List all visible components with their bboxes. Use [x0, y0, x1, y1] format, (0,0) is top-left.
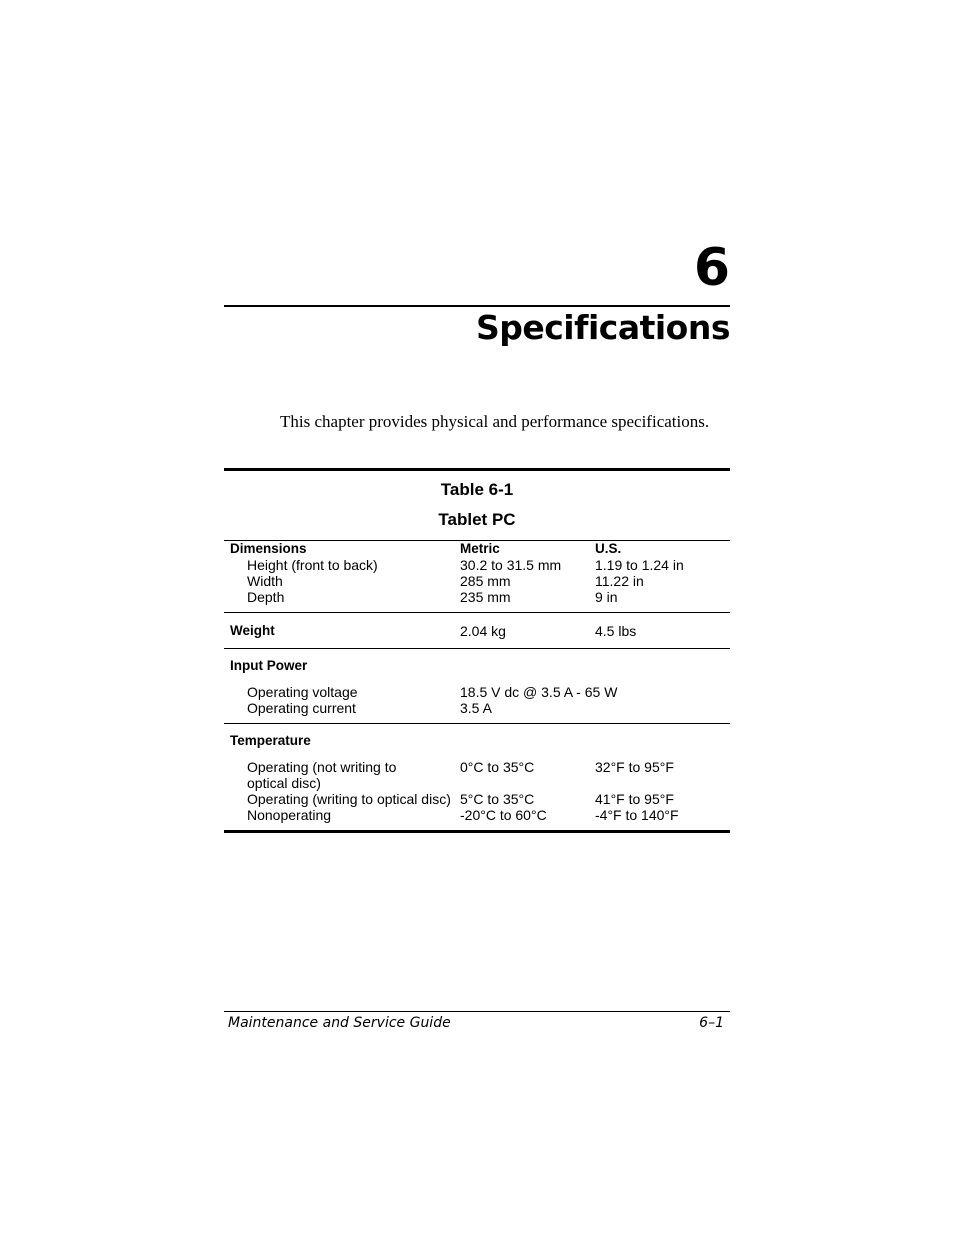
row-us: 1.19 to 1.24 in: [595, 557, 684, 573]
row-label: Nonoperating: [247, 807, 332, 823]
table-row: [224, 573, 730, 589]
group-heading: Input Power: [224, 649, 460, 685]
row-label: [224, 759, 460, 791]
spec-table-block: [224, 468, 730, 833]
row-metric: 18.5 V dc @ 3.5 A - 65 W: [460, 684, 618, 700]
row-metric: 0°C to 35°C: [460, 759, 535, 775]
table-row: [224, 759, 730, 791]
table-row: [224, 791, 730, 807]
intro-paragraph: This chapter provides physical and performance specifications.: [280, 412, 710, 431]
row-metric: 30.2 to 31.5 mm: [460, 557, 562, 573]
row-label: Depth: [247, 589, 285, 605]
chapter-number: 6: [693, 238, 730, 298]
group-header-input-power: [224, 649, 730, 685]
row-metric: 235 mm: [460, 589, 511, 605]
table-row: [224, 684, 730, 700]
column-header-us: U.S.: [595, 541, 730, 558]
group-header-dimensions: [224, 541, 730, 558]
row-metric: 3.5 A: [460, 700, 492, 716]
empty-cell: [595, 649, 730, 685]
row-label-line: optical disc): [247, 775, 321, 791]
row-us: 4.5 lbs: [595, 613, 730, 649]
row-us: 11.22 in: [595, 573, 644, 589]
row-us: -4°F to 140°F: [595, 807, 679, 823]
row-label: Operating current: [247, 700, 356, 716]
row-us: [595, 700, 730, 724]
column-header-metric: Metric: [460, 541, 595, 558]
table-row: [224, 700, 730, 724]
row-metric: 285 mm: [460, 573, 511, 589]
footer-page-number: 6–1: [699, 1015, 724, 1031]
empty-cell: [595, 724, 730, 760]
footer-rule: [224, 1011, 730, 1012]
spec-table: [224, 540, 730, 830]
row-label: Height (front to back): [247, 557, 378, 573]
row-label: Operating (writing to optical disc): [247, 791, 451, 807]
group-heading: Temperature: [224, 724, 460, 760]
row-metric: 2.04 kg: [460, 613, 595, 649]
table-row: [224, 589, 730, 613]
row-label: Width: [247, 573, 283, 589]
row-us: 32°F to 95°F: [595, 759, 674, 775]
table-caption: [224, 471, 730, 540]
group-header-temperature: [224, 724, 730, 760]
table-row: [224, 807, 730, 830]
table-number: Table 6-1: [440, 480, 514, 499]
row-metric: 5°C to 35°C: [460, 791, 535, 807]
row-us: 41°F to 95°F: [595, 791, 674, 807]
table-title: Tablet PC: [438, 510, 516, 529]
row-us: 9 in: [595, 589, 618, 605]
row-metric: -20°C to 60°C: [460, 807, 547, 823]
group-heading: Weight: [224, 613, 460, 649]
group-heading: Dimensions: [224, 541, 460, 558]
row-label-line: Operating (not writing to: [247, 759, 397, 775]
empty-cell: [460, 649, 595, 685]
empty-cell: [460, 724, 595, 760]
chapter-title: Specifications: [475, 308, 730, 347]
row-label: Operating voltage: [247, 684, 358, 700]
table-row: [224, 557, 730, 573]
footer-guide-title: Maintenance and Service Guide: [228, 1015, 451, 1031]
group-header-weight: [224, 613, 730, 649]
